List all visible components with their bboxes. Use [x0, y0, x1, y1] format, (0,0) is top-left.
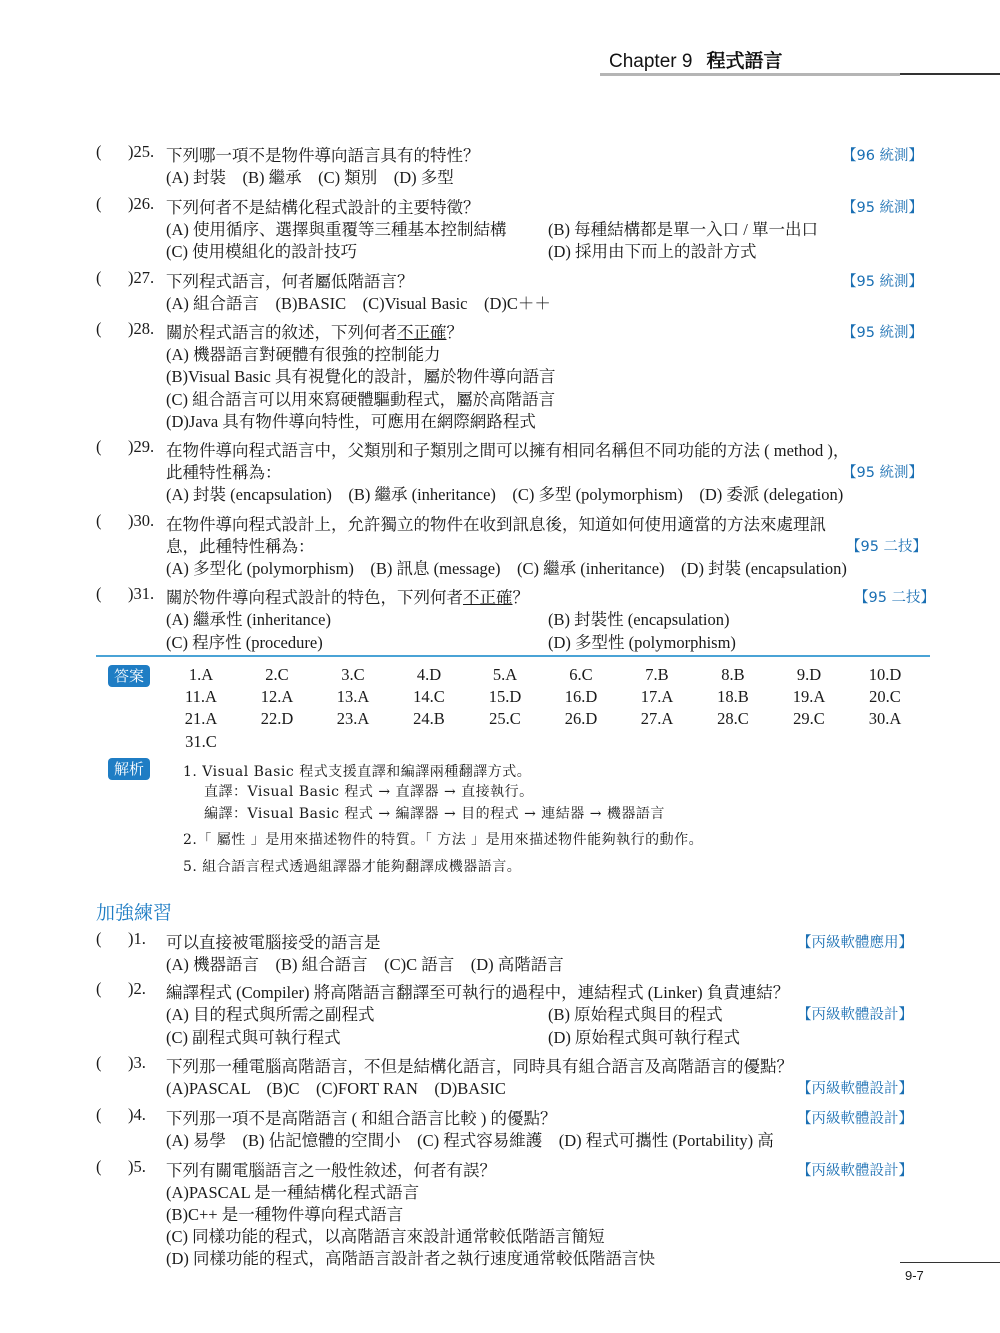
- question-text: 可以直接被電腦接受的語言是: [166, 933, 381, 952]
- question-text: 下列何者不是結構化程式設計的主要特徵？: [166, 198, 480, 217]
- question-options: (A) 組合語言 (B)BASIC (C)Visual Basic (D)C＋＋: [166, 294, 551, 313]
- header-rule-light: [600, 73, 900, 76]
- question-number: )27.: [128, 268, 155, 287]
- answer-paren: (: [96, 511, 102, 530]
- question-text: 關於程式語言的敘述，下列何者不正確？: [166, 323, 463, 342]
- option-a: (A)PASCAL 是一種結構化程式語言: [166, 1183, 420, 1202]
- option-b: (B)Visual Basic 具有視覺化的設計，屬於物件導向語言: [166, 367, 556, 386]
- question-text: 下列有關電腦語言之一般性敘述，何者有誤？: [166, 1161, 496, 1180]
- question-options: (A) 機器語言 (B) 組合語言 (C)C 語言 (D) 高階語言: [166, 955, 564, 974]
- source-tag: 【95 統測】: [842, 274, 924, 290]
- answer-cell: 8.B: [721, 665, 745, 684]
- emphasis-underline: 不正確: [397, 323, 447, 342]
- option-d: (D) 同樣功能的程式，高階語言設計者之執行速度通常較低階語言快: [166, 1249, 656, 1268]
- question-text: 編譯程式 (Compiler) 將高階語言翻譯至可執行的過程中，連結程式 (Linker) 負責連結？: [166, 983, 790, 1002]
- question-number: )4.: [128, 1105, 146, 1124]
- answer-cell: 26.D: [564, 709, 598, 728]
- answer-paren: (: [96, 319, 102, 338]
- answer-cell: 6.C: [569, 665, 593, 684]
- answer-divider: [96, 655, 930, 657]
- option-a: (A) 目的程式與所需之副程式: [166, 1005, 375, 1024]
- question-text-cont: 息，此種特性稱為：: [166, 537, 315, 556]
- answer-cell: 20.C: [869, 687, 901, 706]
- source-tag: 【95 二技】: [846, 539, 928, 555]
- answer-cell: 1.A: [188, 665, 214, 684]
- option-a: (A) 繼承性 (inheritance): [166, 610, 331, 629]
- question-number: )25.: [128, 142, 155, 161]
- answer-paren: (: [96, 979, 102, 998]
- answer-cell: 19.A: [792, 687, 826, 706]
- header-rule-dark: [900, 73, 1000, 75]
- question-number: )1.: [128, 929, 146, 948]
- explanation-line-2: 直譯：Visual Basic 程式 → 直譯器 → 直接執行。: [204, 784, 534, 800]
- question-number: )5.: [128, 1157, 146, 1176]
- answer-cell: 17.A: [640, 687, 674, 706]
- answer-cell: 18.B: [717, 687, 749, 706]
- answer-cell: 13.A: [336, 687, 370, 706]
- answer-cell: 12.A: [260, 687, 294, 706]
- answer-cell: 5.A: [492, 665, 518, 684]
- question-number: )28.: [128, 319, 155, 338]
- question-options: (A) 封裝 (encapsulation) (B) 繼承 (inheritance) (C) 多型 (polymorphism) (D) 委派 (delegation): [166, 485, 844, 504]
- answer-cell: 14.C: [413, 687, 445, 706]
- question-text: 在物件導向程式設計上，允許獨立的物件在收到訊息後，知道如何使用適當的方法來處理訊: [166, 515, 826, 534]
- question-text: 關於物件導向程式設計的特色，下列何者不正確？: [166, 588, 529, 607]
- option-c: (C) 程序性 (procedure): [166, 633, 323, 652]
- answer-paren: (: [96, 437, 102, 456]
- question-number: )31.: [128, 584, 155, 603]
- page-number: 9-7: [905, 1268, 924, 1283]
- source-tag: 【丙級軟體設計】: [797, 1007, 913, 1023]
- source-tag: 【95 統測】: [842, 465, 924, 481]
- answer-cell: 22.D: [260, 709, 294, 728]
- answer-cell: 10.D: [868, 665, 902, 684]
- answer-paren: (: [96, 1157, 102, 1176]
- question-text: 下列那一項不是高階語言 ( 和組合語言比較 ) 的優點？: [166, 1109, 557, 1128]
- answer-cell: 31.C: [185, 732, 217, 751]
- source-tag: 【95 二技】: [854, 590, 936, 606]
- option-d: (D) 採用由下而上的設計方式: [548, 242, 757, 261]
- question-text: 在物件導向程式語言中，父類別和子類別之間可以擁有相同名稱但不同功能的方法 ( method )，: [166, 441, 850, 460]
- question-number: )3.: [128, 1053, 146, 1072]
- answer-cell: 28.C: [717, 709, 749, 728]
- answer-cell: 2.C: [265, 665, 289, 684]
- explanation-line-4: 2.「 屬性 」是用來描述物件的特質。「 方法 」是用來描述物件能夠執行的動作。: [183, 832, 704, 848]
- answer-paren: (: [96, 1105, 102, 1124]
- question-number: )26.: [128, 194, 155, 213]
- question-text: 下列程式語言，何者屬低階語言？: [166, 272, 414, 291]
- explanation-line-5: 5. 組合語言程式透過組譯器才能夠翻譯成機器語言。: [183, 859, 522, 875]
- answer-paren: (: [96, 1053, 102, 1072]
- question-options: (A) 易學 (B) 佔記憶體的空間小 (C) 程式容易維護 (D) 程式可攜性 (Portability) 高: [166, 1131, 774, 1150]
- answer-cell: 23.A: [336, 709, 370, 728]
- question-options: (A)PASCAL (B)C (C)FORT RAN (D)BASIC: [166, 1079, 506, 1098]
- chapter-header: [609, 46, 782, 73]
- option-d: (D)Java 具有物件導向特性，可應用在網際網路程式: [166, 412, 536, 431]
- source-tag: 【丙級軟體應用】: [797, 935, 913, 951]
- source-tag: 【95 統測】: [842, 200, 924, 216]
- answer-paren: (: [96, 268, 102, 287]
- option-c: (C) 同樣功能的程式，以高階語言來設計通常較低階語言簡短: [166, 1227, 605, 1246]
- option-d: (D) 多型性 (polymorphism): [548, 633, 736, 652]
- answer-cell: 25.C: [489, 709, 521, 728]
- option-b: (B) 每種結構都是單一入口 / 單一出口: [548, 220, 818, 239]
- answer-cell: 9.D: [796, 665, 822, 684]
- answer-cell: 27.A: [640, 709, 674, 728]
- source-tag: 【96 統測】: [842, 148, 924, 164]
- question-text: 下列那一種電腦高階語言，不但是結構化語言，同時具有組合語言及高階語言的優點？: [166, 1057, 793, 1076]
- question-number: )29.: [128, 437, 155, 456]
- emphasis-underline: 不正確: [463, 588, 513, 607]
- answer-cell: 4.D: [416, 665, 442, 684]
- source-tag: 【丙級軟體設計】: [797, 1111, 913, 1127]
- answer-cell: 3.C: [341, 665, 365, 684]
- explanation-line-3: 編譯：Visual Basic 程式 → 編譯器 → 目的程式 → 連結器 → 機器語言: [204, 806, 665, 822]
- source-tag: 【丙級軟體設計】: [797, 1163, 913, 1179]
- option-a: (A) 機器語言對硬體有很強的控制能力: [166, 345, 441, 364]
- option-a: (A) 使用循序、選擇與重覆等三種基本控制結構: [166, 220, 507, 239]
- option-b: (B)C++ 是一種物件導向程式語言: [166, 1205, 404, 1224]
- question-text-cont: 此種特性稱為：: [166, 463, 282, 482]
- answer-cell: 16.D: [564, 687, 598, 706]
- answer-cell: 24.B: [413, 709, 445, 728]
- answer-cell: 21.A: [184, 709, 218, 728]
- answer-paren: (: [96, 194, 102, 213]
- answer-paren: (: [96, 142, 102, 161]
- option-b: (B) 封裝性 (encapsulation): [548, 610, 730, 629]
- question-number: )30.: [128, 511, 155, 530]
- chapter-title: 程式語言: [706, 51, 783, 72]
- option-c: (C) 使用模組化的設計技巧: [166, 242, 358, 261]
- answer-cell: 7.B: [645, 665, 669, 684]
- answer-paren: (: [96, 929, 102, 948]
- source-tag: 【95 統測】: [842, 325, 924, 341]
- answer-cell: 15.D: [488, 687, 522, 706]
- option-c: (C) 組合語言可以用來寫硬體驅動程式，屬於高階語言: [166, 390, 556, 409]
- answer-cell: 30.A: [868, 709, 902, 728]
- question-text: 下列哪一項不是物件導向語言具有的特性？: [166, 146, 480, 165]
- option-b: (B) 原始程式與目的程式: [548, 1005, 723, 1024]
- option-d: (D) 原始程式與可執行程式: [548, 1028, 741, 1047]
- question-options: (A) 封裝 (B) 繼承 (C) 類別 (D) 多型: [166, 168, 454, 187]
- chapter-number: Chapter 9: [609, 51, 693, 72]
- footer-rule: [900, 1262, 1000, 1263]
- explanation-badge: 解析: [108, 758, 150, 780]
- answer-cell: 29.C: [793, 709, 825, 728]
- answer-cell: 11.A: [185, 687, 217, 706]
- answer-badge: 答案: [108, 665, 150, 687]
- explanation-line-1: 1. Visual Basic 程式支援直譯和編譯兩種翻譯方式。: [183, 764, 532, 780]
- answer-paren: (: [96, 584, 102, 603]
- question-number: )2.: [128, 979, 146, 998]
- option-c: (C) 副程式與可執行程式: [166, 1028, 341, 1047]
- source-tag: 【丙級軟體設計】: [797, 1081, 913, 1097]
- question-options: (A) 多型化 (polymorphism) (B) 訊息 (message) (C) 繼承 (inheritance) (D) 封裝 (encapsulation): [166, 559, 847, 578]
- section-title: 加強練習: [96, 902, 173, 924]
